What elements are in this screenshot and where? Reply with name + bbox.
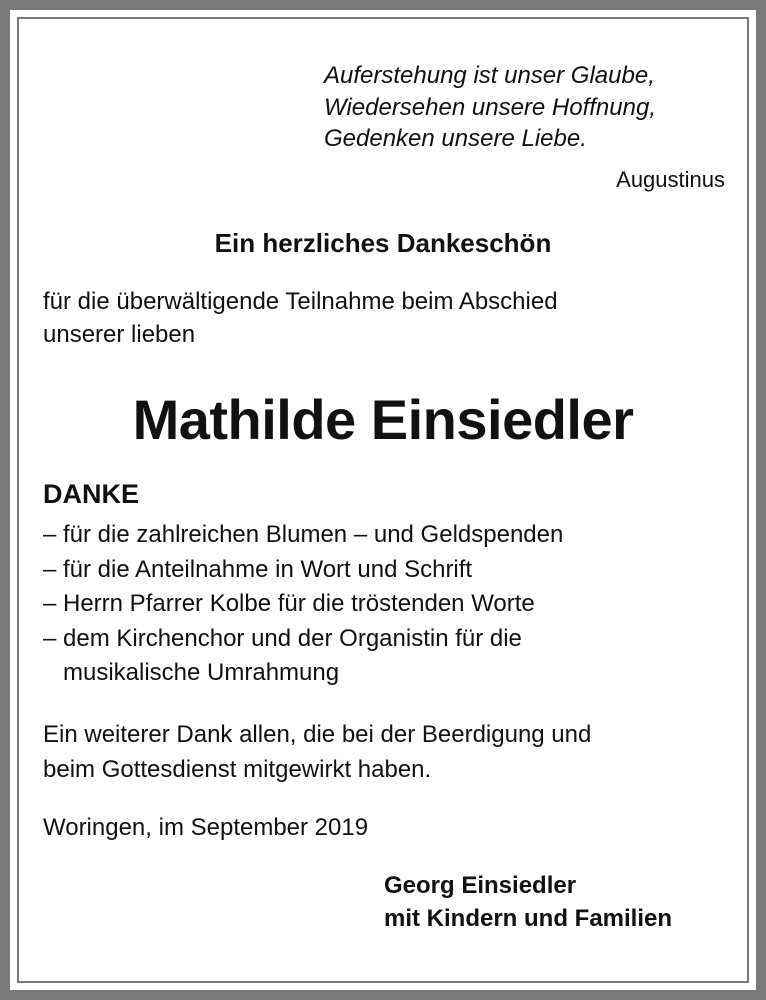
list-item-text: für die Anteilnahme in Wort und Schrift — [63, 555, 473, 583]
dash-bullet: – — [43, 521, 57, 548]
danke-list — [43, 518, 733, 691]
list-item-text: Herrn Pfarrer Kolbe für die tröstenden Worte — [63, 590, 535, 617]
intro-line: unserer lieben — [43, 320, 196, 348]
signature — [384, 869, 672, 935]
list-item — [43, 553, 733, 588]
quote-line: Wiedersehen unsere Hoffnung, — [324, 93, 656, 121]
thanks-heading: Ein herzliches Dankeschön — [214, 228, 552, 258]
dash-bullet: – — [43, 555, 57, 583]
list-item-text: für die zahlreichen Blumen – und Geldspenden — [63, 521, 564, 548]
list-item — [43, 587, 733, 622]
signature-line: mit Kindern und Familien — [384, 905, 673, 932]
quote-author: Augustinus — [616, 167, 725, 192]
quote-block — [324, 60, 724, 155]
list-item-text: dem Kirchenchor und der Organistin für die musikalische Umrahmung — [63, 624, 522, 686]
closing-line: beim Gottesdienst mitgewirkt haben. — [43, 755, 432, 783]
intro-text — [43, 286, 733, 351]
intro-line: für die überwältigende Teilnahme beim Abschied — [43, 288, 558, 315]
closing-line: Ein weiterer Dank allen, die bei der Beerdigung und — [43, 721, 592, 748]
list-item — [43, 518, 733, 553]
list-item — [43, 622, 733, 691]
dash-bullet: – — [43, 624, 57, 652]
quote-line: Gedenken unsere Liebe. — [324, 125, 587, 152]
quote-line: Auferstehung ist unser Glaube, — [324, 62, 655, 89]
signature-line: Georg Einsiedler — [384, 872, 577, 899]
dash-bullet: – — [43, 590, 57, 617]
deceased-name: Mathilde Einsiedler — [132, 388, 634, 451]
place-date: Woringen, im September 2019 — [43, 814, 369, 841]
danke-title: DANKE — [43, 479, 140, 509]
closing-text — [43, 718, 733, 787]
